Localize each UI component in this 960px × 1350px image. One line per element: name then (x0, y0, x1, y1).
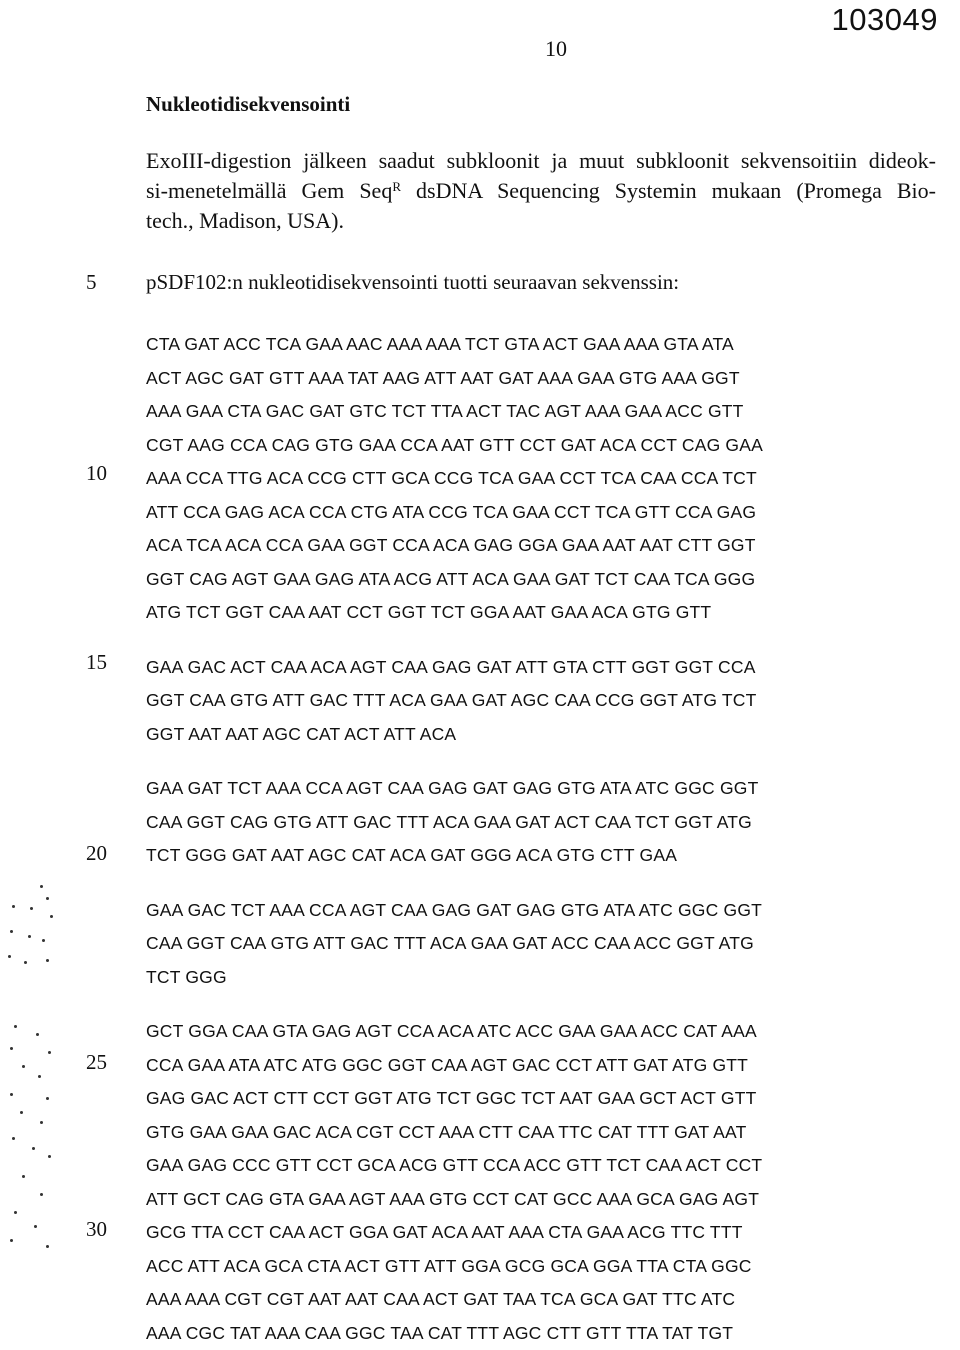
sequence-block (146, 328, 936, 630)
speck (40, 1193, 43, 1196)
line-number-10: 10 (86, 461, 107, 486)
speck (46, 959, 49, 962)
sequence-row: ATT GCT CAG GTA GAA AGT AAA GTG CCT CAT GCC AAA GCA GAG AGT (146, 1183, 936, 1217)
sequence-row: GAA GAC TCT AAA CCA AGT CAA GAG GAT GAG GTG ATA ATC GGC GGT (146, 894, 936, 928)
speck (46, 897, 49, 900)
speck (46, 1097, 49, 1100)
sequence-row: GAA GAC ACT CAA ACA AGT CAA GAG GAT ATT GTA CTT GGT GGT CCA (146, 651, 936, 685)
block-gap (146, 873, 936, 894)
sequence-row: CCA GAA ATA ATC ATG GGC GGT CAA AGT GAC CCT ATT GAT ATG GTT (146, 1049, 936, 1083)
intro-text: si-menetelmällä Gem Seq (146, 178, 392, 203)
sequence-row: CAA GGT CAG GTG ATT GAC TTT ACA GAA GAT ACT CAA TCT GGT ATG (146, 806, 936, 840)
sequence-row: TCT GGG GAT AAT AGC CAT ACA GAT GGG ACA GTG CTT GAA (146, 839, 936, 873)
scan-speckle-marks (0, 875, 60, 1255)
speck (28, 935, 31, 938)
speck (46, 1245, 49, 1248)
speck (36, 1033, 39, 1036)
line-number-20: 20 (86, 841, 107, 866)
speck (22, 1175, 25, 1178)
sequence-row: GAA GAT TCT AAA CCA AGT CAA GAG GAT GAG GTG ATA ATC GGC GGT (146, 772, 936, 806)
sequence-lead-text: pSDF102:n nukleotidisekvensointi tuotti seuraavan sekvenssin: (146, 270, 679, 295)
sequence-row: ATT CCA GAG ACA CCA CTG ATA CCG TCA GAA CCT TCA GTT CCA GAG (146, 496, 936, 530)
intro-line: ExoIII-digestion jälkeen saadut subkloonit ja muut subkloonit sekvensoitiin dideok- (146, 146, 936, 176)
sequence-row: GGT AAT AAT AGC CAT ACT ATT ACA (146, 718, 936, 752)
speck (50, 915, 53, 918)
sequence-row: GGT CAA GTG ATT GAC TTT ACA GAA GAT AGC CAA CCG GGT ATG TCT (146, 684, 936, 718)
speck (10, 1093, 13, 1096)
sequence-row: ACT AGC GAT GTT AAA TAT AAG ATT AAT GAT AAA GAA GTG AAA GGT (146, 362, 936, 396)
speck (22, 1065, 25, 1068)
sequence-row: AAA CCA TTG ACA CCG CTT GCA CCG TCA GAA CCT TCA CAA CCA TCT (146, 462, 936, 496)
line-number-5: 5 (86, 270, 97, 295)
sequence-row: CAA GGT CAA GTG ATT GAC TTT ACA GAA GAT ACC CAA ACC GGT ATG (146, 927, 936, 961)
sequence-row: AAA AAA CGT CGT AAT AAT CAA ACT GAT TAA TCA GCA GAT TTC ATC (146, 1283, 936, 1317)
speck (24, 961, 27, 964)
speck (30, 907, 33, 910)
sequence-row: GCG TTA CCT CAA ACT GGA GAT ACA AAT AAA CTA GAA ACG TTC TTT (146, 1216, 936, 1250)
intro-text: dsDNA Sequencing Systemin mukaan (Promega Bio- (401, 178, 936, 203)
document-number: 103049 (832, 2, 938, 38)
speck (40, 885, 43, 888)
speck (40, 1121, 43, 1124)
sequence-block (146, 772, 936, 873)
sequence-row: GAG GAC ACT CTT CCT GGT ATG TCT GGC TCT AAT GAA GCT ACT GTT (146, 1082, 936, 1116)
block-gap (146, 751, 936, 772)
sequence-row: AAA GAA CTA GAC GAT GTC TCT TTA ACT TAC AGT AAA GAA ACC GTT (146, 395, 936, 429)
speck (8, 955, 11, 958)
sequence-row: ACA TCA ACA CCA GAA GGT CCA ACA GAG GGA GAA AAT AAT CTT GGT (146, 529, 936, 563)
sequence-row: ACC ATT ACA GCA CTA ACT GTT ATT GGA GCG GCA GGA TTA CTA GGC (146, 1250, 936, 1284)
line-number-25: 25 (86, 1050, 107, 1075)
speck (10, 930, 13, 933)
sequence-row: ATG TCT GGT CAA AAT CCT GGT TCT GGA AAT GAA ACA GTG GTT (146, 596, 936, 630)
speck (10, 1047, 13, 1050)
intro-line: tech., Madison, USA). (146, 206, 936, 236)
sequence-row: GAA GAG CCC GTT CCT GCA ACG GTT CCA ACC GTT TCT CAA ACT CCT (146, 1149, 936, 1183)
speck (48, 1155, 51, 1158)
sequence-row: GTG GAA GAA GAC ACA CGT CCT AAA CTT CAA TTC CAT TTT GAT AAT (146, 1116, 936, 1150)
intro-paragraph (146, 146, 936, 236)
sequence-block (146, 894, 936, 995)
speck (12, 1137, 15, 1140)
sequence-row: CGT AAG CCA CAG GTG GAA CCA AAT GTT CCT GAT ACA CCT CAG GAA (146, 429, 936, 463)
speck (48, 1051, 51, 1054)
speck (10, 1239, 13, 1242)
speck (14, 1025, 17, 1028)
intro-line (146, 176, 936, 206)
sequence-block (146, 651, 936, 752)
speck (12, 905, 15, 908)
nucleotide-sequence (146, 328, 936, 1350)
line-number-30: 30 (86, 1217, 107, 1242)
speck (34, 1225, 37, 1228)
speck (38, 1075, 41, 1078)
block-gap (146, 994, 936, 1015)
sequence-row: GCT GGA CAA GTA GAG AGT CCA ACA ATC ACC GAA GAA ACC CAT AAA (146, 1015, 936, 1049)
sequence-row: TCT GGG (146, 961, 936, 995)
speck (14, 1211, 17, 1214)
page-number: 10 (545, 36, 567, 62)
speck (32, 1147, 35, 1150)
speck (42, 939, 45, 942)
sequence-row: GGT CAG AGT GAA GAG ATA ACG ATT ACA GAA GAT TCT CAA TCA GGG (146, 563, 936, 597)
speck (20, 1111, 23, 1114)
sequence-row: AAA CGC TAT AAA CAA GGC TAA CAT TTT AGC CTT GTT TTA TAT TGT (146, 1317, 936, 1350)
sequence-block (146, 1015, 936, 1350)
sequence-row: CTA GAT ACC TCA GAA AAC AAA AAA TCT GTA ACT GAA AAA GTA ATA (146, 328, 936, 362)
section-heading: Nukleotidisekvensointi (146, 92, 350, 117)
line-number-15: 15 (86, 650, 107, 675)
block-gap (146, 630, 936, 651)
registered-superscript: R (392, 179, 401, 194)
